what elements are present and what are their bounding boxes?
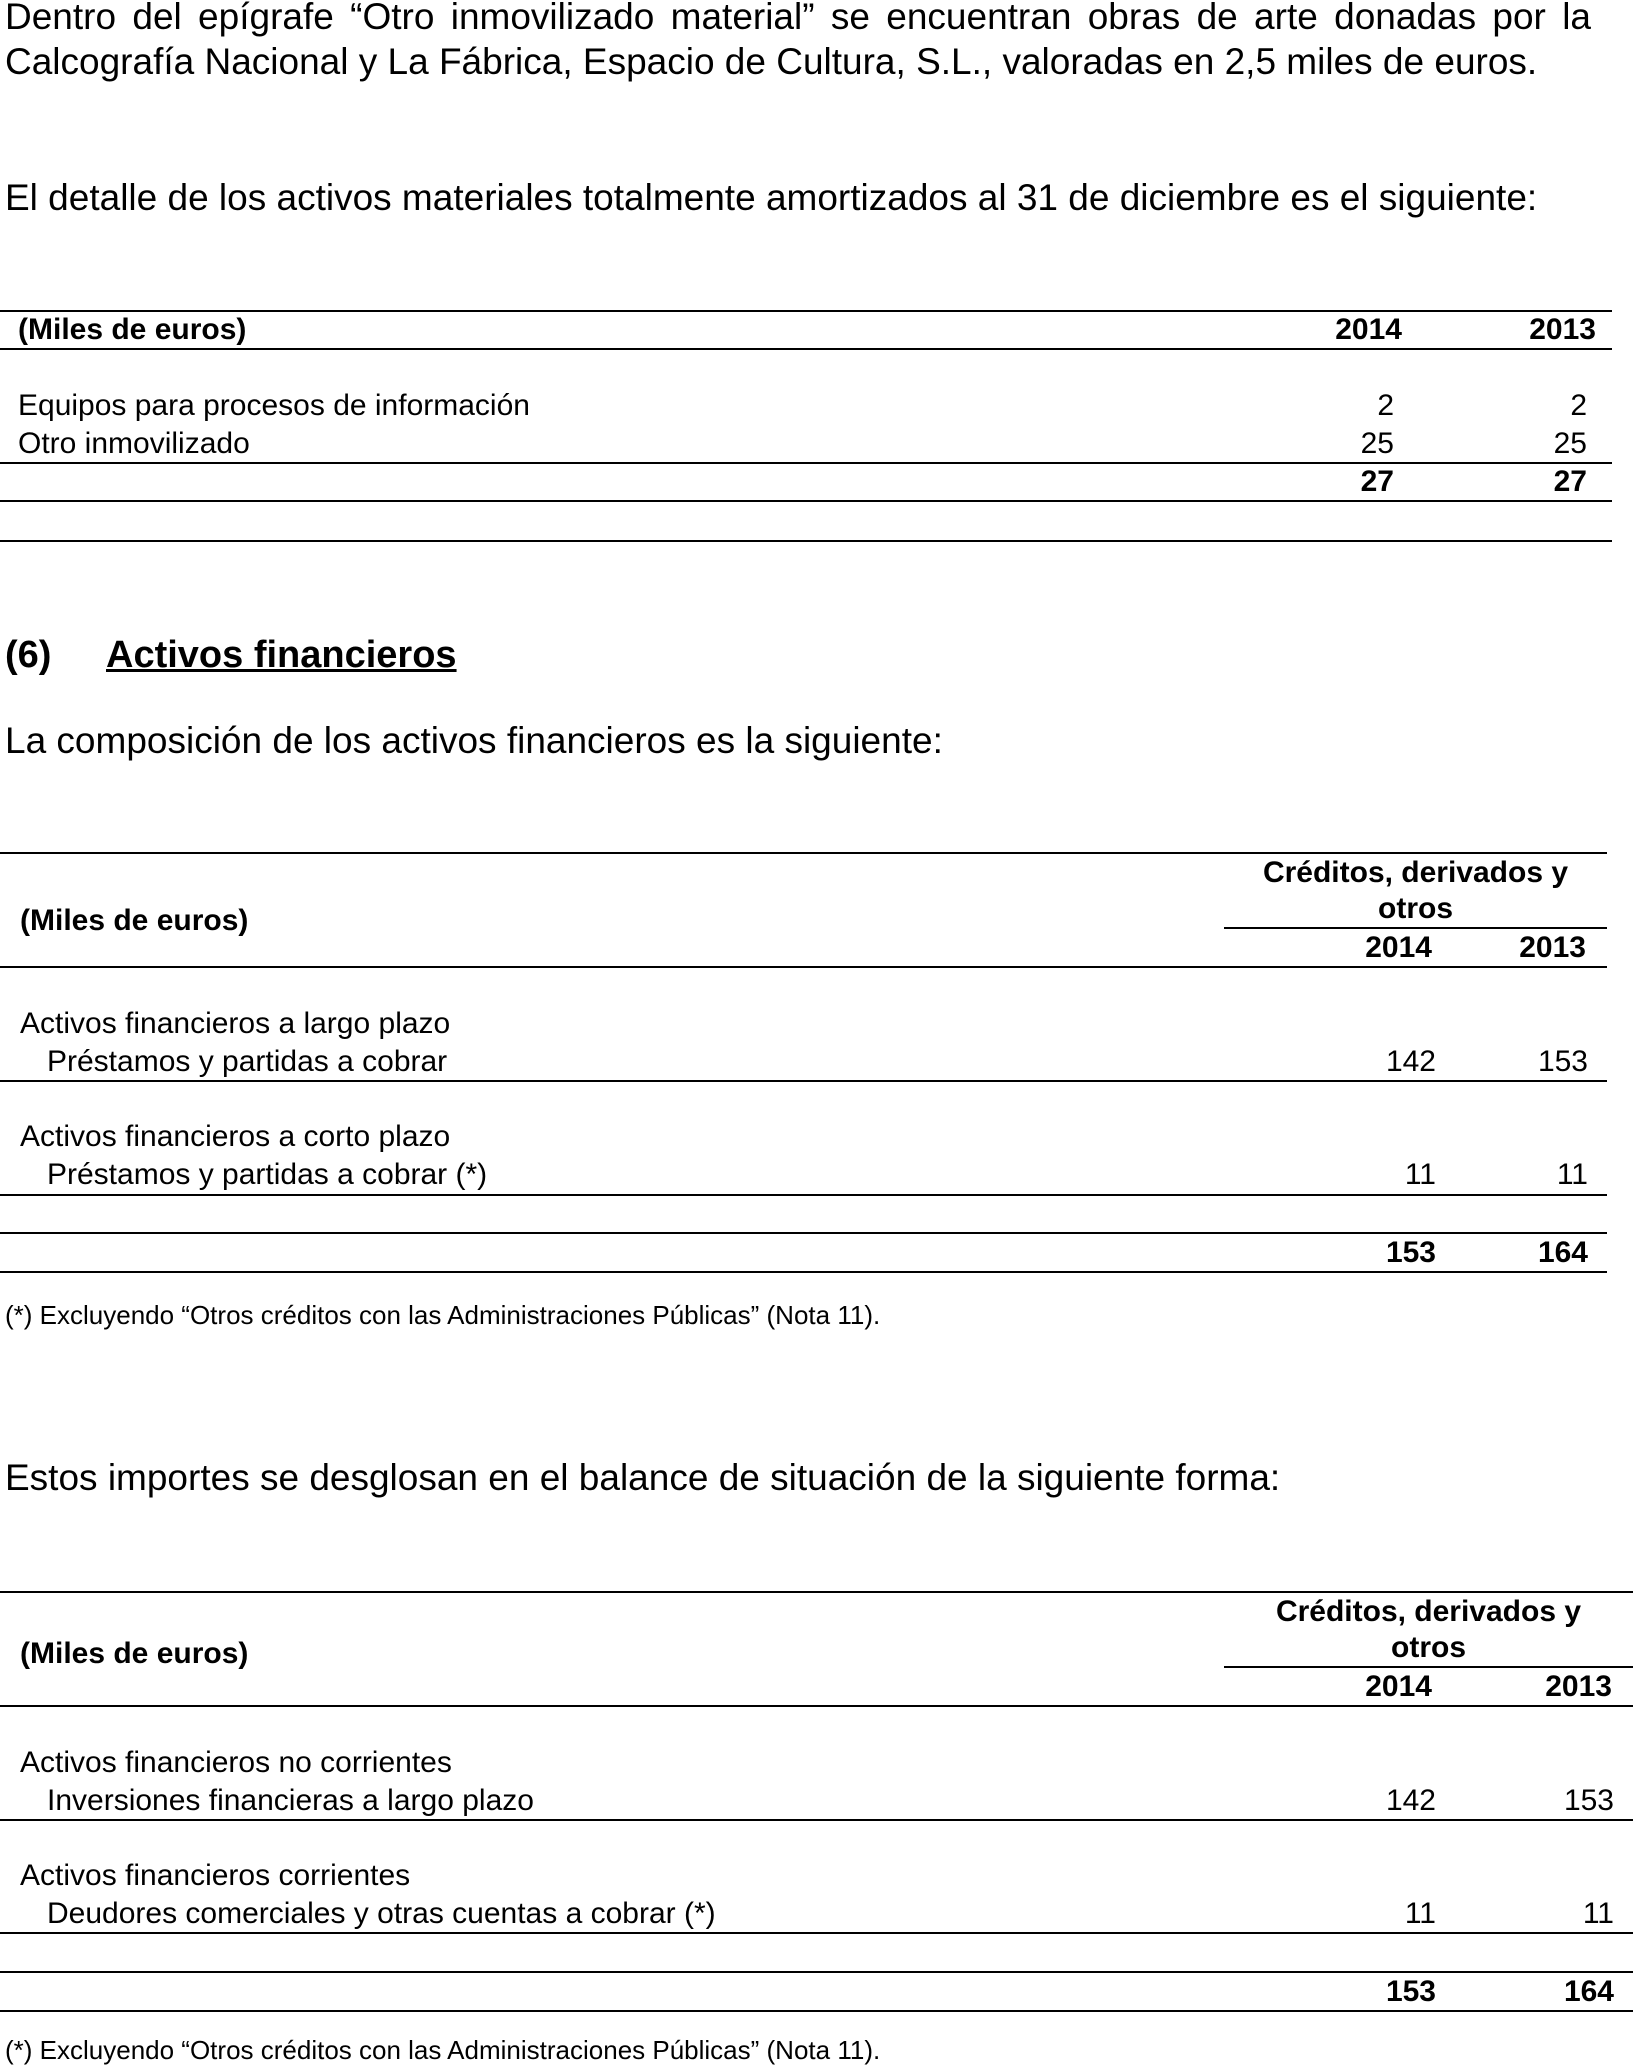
table-row-label: Préstamos y partidas a cobrar — [47, 1045, 448, 1078]
table-header-year-2014: 2014 — [1365, 931, 1432, 964]
section-title-text: Activos financieros — [106, 634, 457, 676]
table-header-year-2014: 2014 — [1335, 313, 1402, 346]
table-header-year-2013: 2013 — [1529, 313, 1596, 346]
table-total-value: 153 — [1385, 1236, 1436, 1269]
table-header-label: (Miles de euros) — [18, 313, 247, 346]
table-cell-value: 2 — [1377, 389, 1394, 422]
table-rule — [0, 1591, 1633, 1593]
table-rule — [0, 500, 1612, 502]
intro-paragraph-1: Dentro del epígrafe “Otro inmovilizado material” se encuentran obras de arte donadas por la Calcografía Nacional y La Fábrica, Espacio de Cultura, S.L., valoradas en 2,5 miles de euros. — [5, 0, 1591, 82]
table-row-label: Equipos para procesos de información — [18, 389, 530, 422]
table-total-value: 164 — [1563, 1975, 1614, 2008]
table-group-title: Activos financieros corrientes — [20, 1859, 411, 1892]
table-cell-value: 2 — [1570, 389, 1587, 422]
table-cell-value: 25 — [1360, 427, 1394, 460]
breakdown-paragraph: Estos importes se desglosan en el balance de situación de la siguiente forma: — [5, 1457, 1281, 1498]
table-cell-value: 11 — [1404, 1158, 1436, 1191]
table-total-value: 27 — [1553, 465, 1587, 498]
table-group-header: otros — [1391, 1631, 1466, 1664]
table-rule — [0, 1232, 1607, 1234]
table-total-value: 27 — [1360, 465, 1394, 498]
table-header-year-2013: 2013 — [1545, 1670, 1612, 1703]
table-total-value: 153 — [1385, 1975, 1436, 2008]
table-header-year-2014: 2014 — [1365, 1670, 1432, 1703]
table-rule — [0, 1819, 1633, 1821]
table-rule — [0, 1080, 1607, 1082]
table-rule — [0, 348, 1612, 350]
table-rule — [0, 966, 1607, 968]
table-row-label: Deudores comerciales y otras cuentas a cobrar (*) — [47, 1897, 716, 1930]
table-cell-value: 153 — [1563, 1784, 1614, 1817]
table-row-label: Préstamos y partidas a cobrar (*) — [47, 1158, 488, 1191]
composition-paragraph: La composición de los activos financieros es la siguiente: — [5, 720, 943, 761]
table-group-title: Activos financieros no corrientes — [20, 1746, 452, 1779]
table-header-year-2013: 2013 — [1519, 931, 1586, 964]
table-rule — [0, 1932, 1633, 1934]
table-rule — [1224, 927, 1607, 929]
table-cell-value: 142 — [1385, 1045, 1436, 1078]
table-group-header: Créditos, derivados y — [1262, 856, 1569, 889]
table-rule — [1224, 1666, 1633, 1668]
table-row-label: Inversiones financieras a largo plazo — [47, 1784, 534, 1817]
table-rule — [0, 1194, 1607, 1196]
table-footnote: (*) Excluyendo “Otros créditos con las Administraciones Públicas” (Nota 11). — [5, 1300, 881, 1330]
table-rule — [0, 852, 1607, 854]
table-cell-value: 153 — [1537, 1045, 1588, 1078]
table-header-label: (Miles de euros) — [20, 1637, 249, 1670]
table-group-header: otros — [1378, 892, 1453, 925]
table-group-header: Créditos, derivados y — [1275, 1595, 1582, 1628]
table-rule — [0, 1271, 1607, 1273]
table-rule — [0, 2010, 1633, 2012]
section-number: (6) — [5, 634, 52, 676]
table-rule — [0, 1705, 1633, 1707]
table-cell-value: 11 — [1404, 1897, 1436, 1930]
table-rule — [0, 540, 1612, 542]
table-group-title: Activos financieros a corto plazo — [20, 1120, 451, 1153]
table-row-label: Otro inmovilizado — [18, 427, 250, 460]
table-header-label: (Miles de euros) — [20, 904, 249, 937]
section-title — [106, 632, 457, 678]
table-group-title: Activos financieros a largo plazo — [20, 1007, 451, 1040]
table-footnote: (*) Excluyendo “Otros créditos con las Administraciones Públicas” (Nota 11). — [5, 2035, 881, 2065]
table-cell-value: 142 — [1385, 1784, 1436, 1817]
table-cell-value: 11 — [1582, 1897, 1614, 1930]
table-cell-value: 25 — [1553, 427, 1587, 460]
table-cell-value: 11 — [1556, 1158, 1588, 1191]
intro-paragraph-2: El detalle de los activos materiales totalmente amortizados al 31 de diciembre es el siguiente: — [5, 177, 1538, 218]
table-total-value: 164 — [1537, 1236, 1588, 1269]
table-rule — [0, 1971, 1633, 1973]
